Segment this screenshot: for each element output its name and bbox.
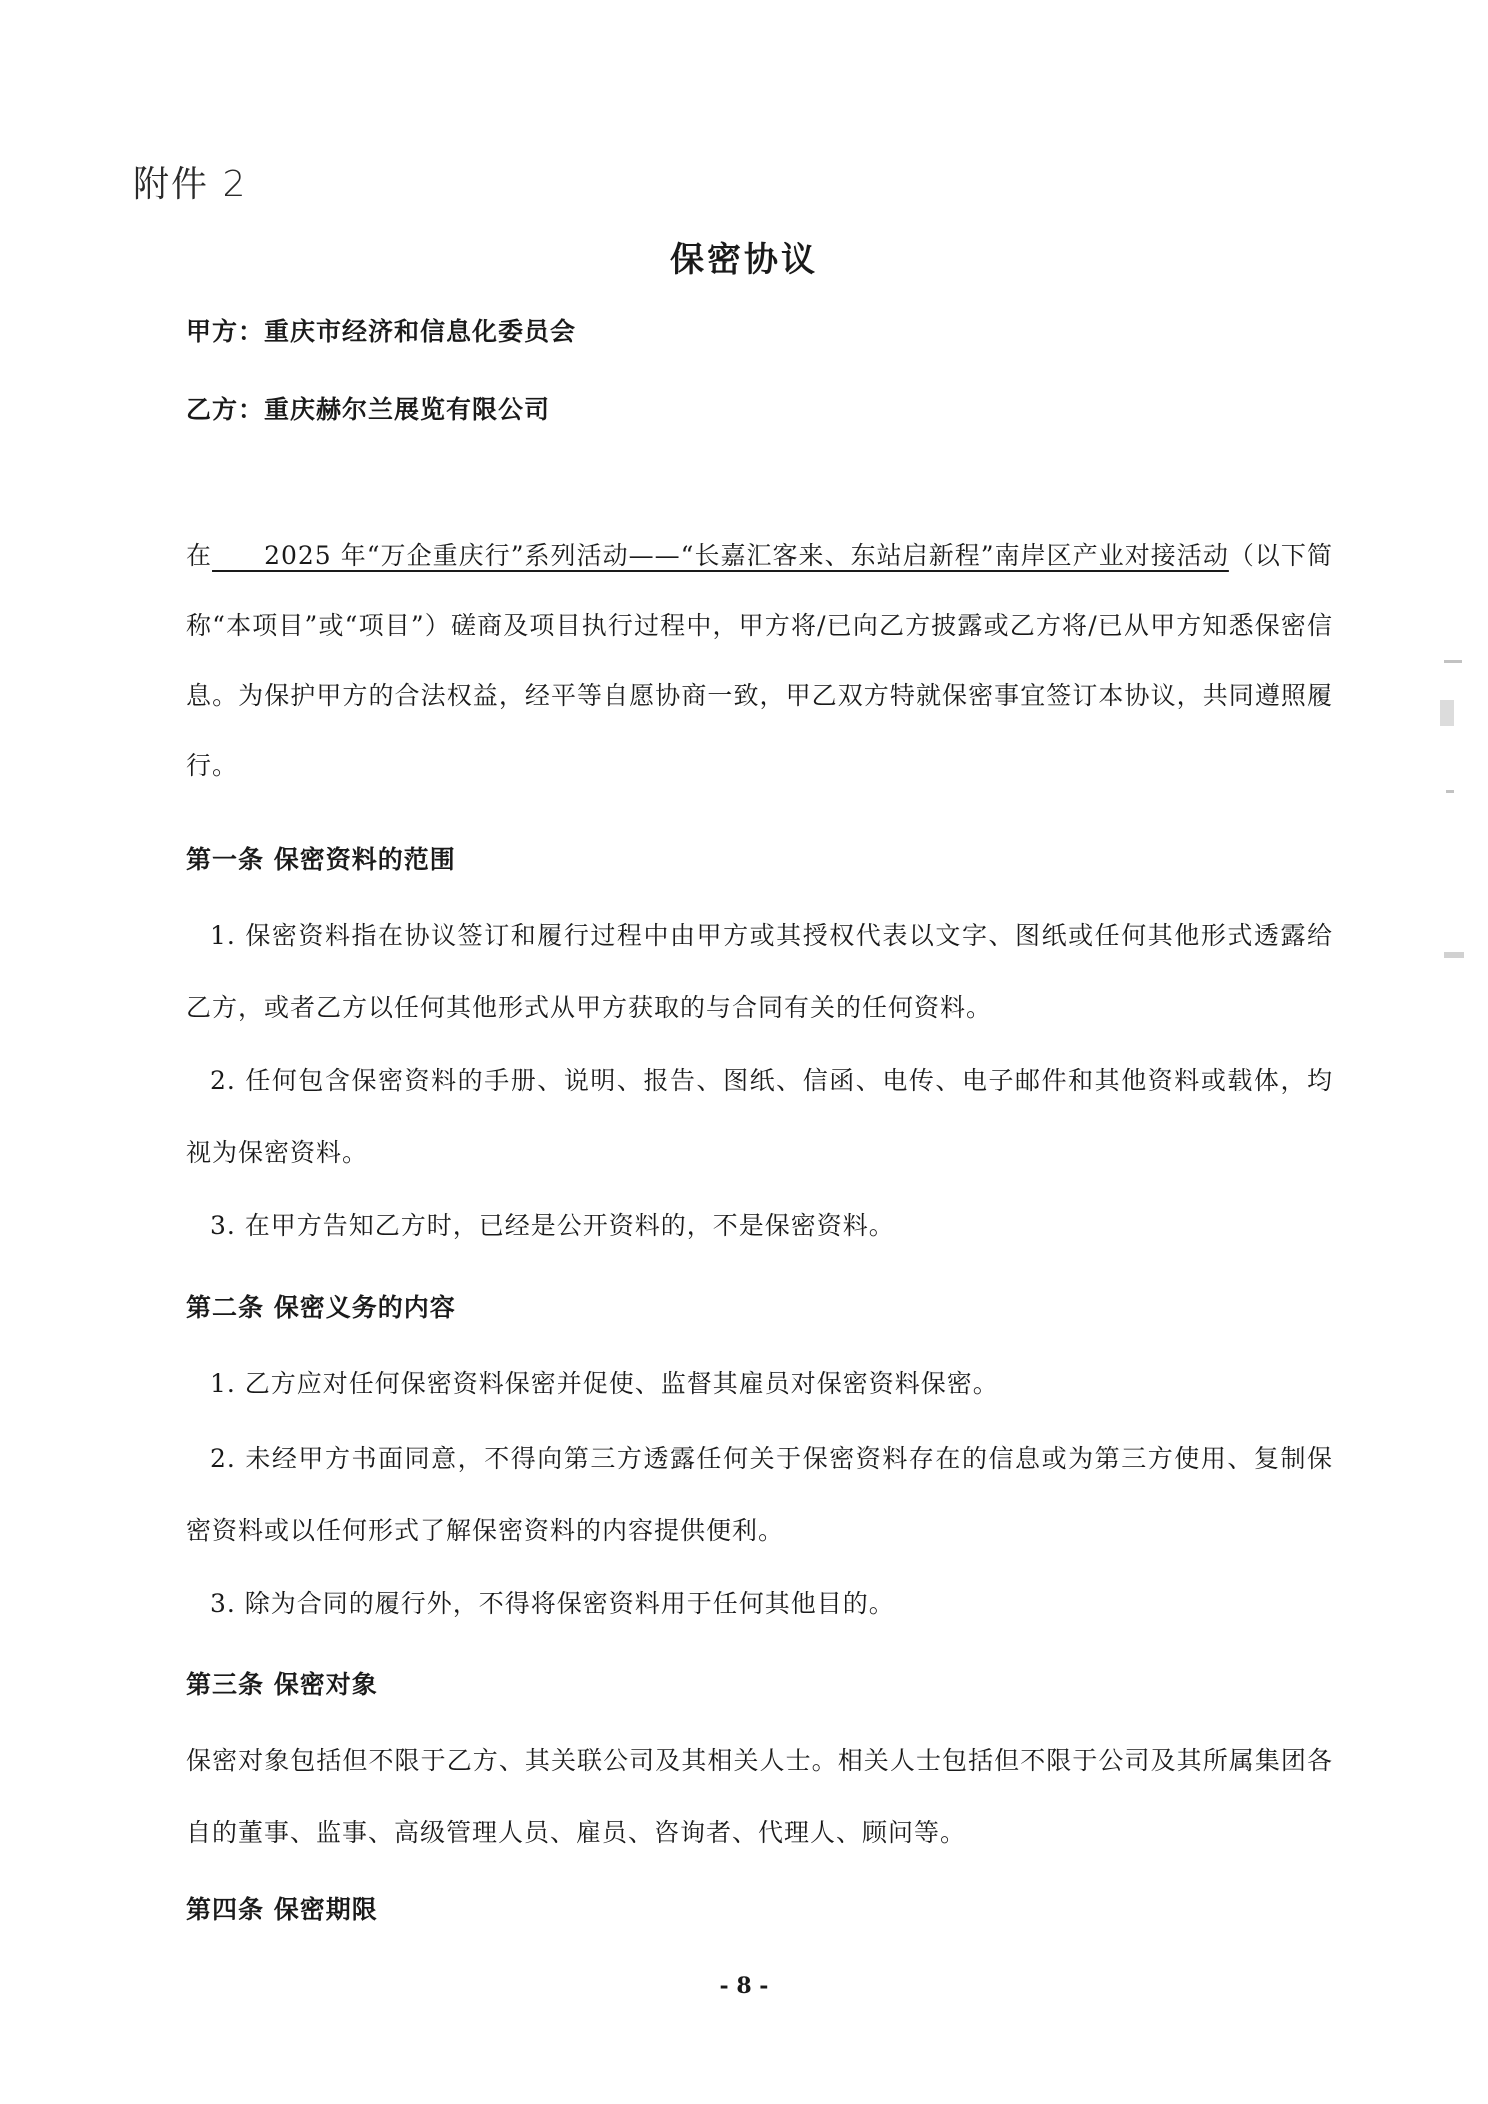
- article-3-heading: 第三条 保密对象: [186, 1670, 378, 1699]
- article-2-item-3: 3. 除为合同的履行外，不得将保密资料用于任何其他目的。: [210, 1589, 895, 1618]
- attachment-label: 附件 2: [133, 164, 248, 205]
- scan-artifact: [1444, 952, 1464, 958]
- scan-artifact: [1444, 660, 1462, 663]
- scan-artifact: [1440, 700, 1454, 726]
- article-2-heading: 第二条 保密义务的内容: [186, 1293, 456, 1322]
- party-b: 乙方：重庆赫尔兰展览有限公司: [186, 395, 551, 424]
- intro-paragraph: [186, 521, 1333, 801]
- intro-prefix: 在: [186, 541, 213, 570]
- project-name: 2025 年“万企重庆行”系列活动——“长嘉汇客来、东站启新程”南岸区产业对接活动: [212, 541, 1229, 570]
- article-1-item-3: 3. 在甲方告知乙方时，已经是公开资料的，不是保密资料。: [210, 1211, 895, 1240]
- article-1-item-2: 2. 任何包含保密资料的手册、说明、报告、图纸、信函、电传、电子邮件和其他资料或载体，均视为保密资料。: [186, 1066, 1333, 1167]
- intro-rest: （以下简称“本项目”或“项目”）磋商及项目执行过程中，甲方将/已向乙方披露或乙方将/已从甲方知悉保密信息。为保护甲方的合法权益，经平等自愿协商一致，甲乙双方特就保密事宜签订本协议，共同遵照履行。: [186, 541, 1333, 780]
- article-1-heading: 第一条 保密资料的范围: [186, 845, 456, 874]
- document-title: 保密协议: [670, 240, 818, 280]
- page-number: - 8 -: [719, 1973, 769, 1999]
- article-2-item-1: 1. 乙方应对任何保密资料保密并促使、监督其雇员对保密资料保密。: [210, 1369, 999, 1398]
- article-3-item-1: 保密对象包括但不限于乙方、其关联公司及其相关人士。相关人士包括但不限于公司及其所属集团各自的董事、监事、高级管理人员、雇员、咨询者、代理人、顾问等。: [186, 1746, 1333, 1847]
- article-1-item-1: 1. 保密资料指在协议签订和履行过程中由甲方或其授权代表以文字、图纸或任何其他形式透露给乙方，或者乙方以任何其他形式从甲方获取的与合同有关的任何资料。: [186, 921, 1333, 1022]
- party-a: 甲方：重庆市经济和信息化委员会: [186, 317, 577, 346]
- scan-artifact: [1446, 790, 1454, 793]
- article-4-heading: 第四条 保密期限: [186, 1895, 378, 1924]
- article-2-item-2: 2. 未经甲方书面同意，不得向第三方透露任何关于保密资料存在的信息或为第三方使用、复制保密资料或以任何形式了解保密资料的内容提供便利。: [186, 1444, 1333, 1545]
